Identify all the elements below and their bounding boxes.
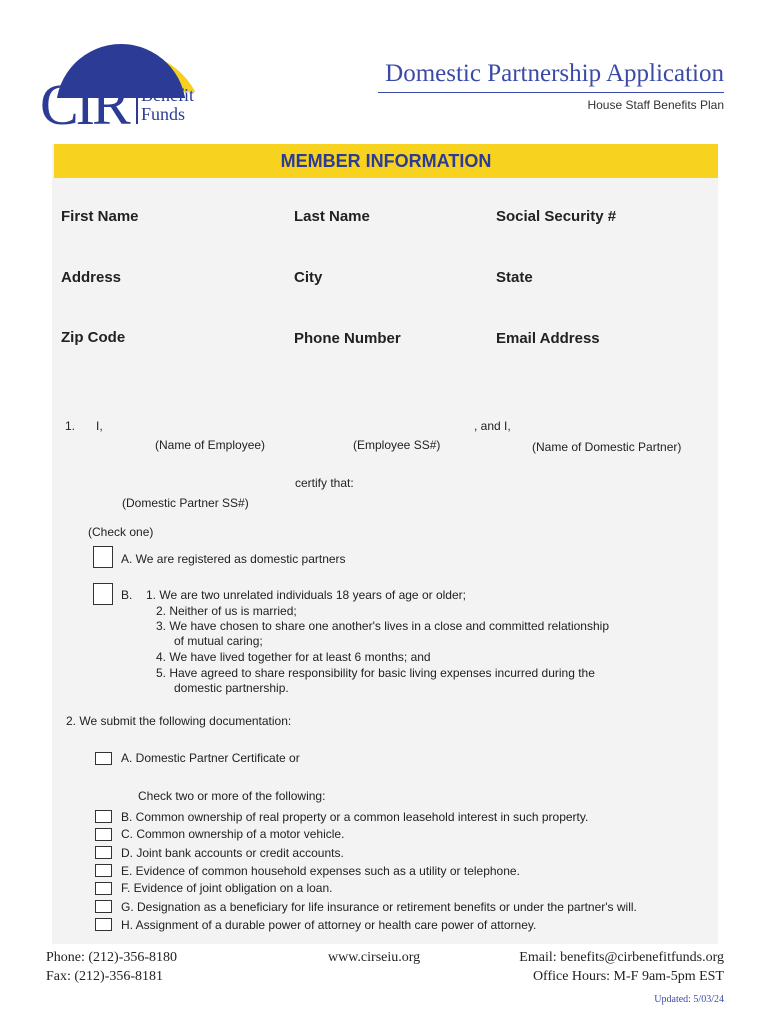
partner-ss-caption[interactable]: (Domestic Partner SS#) [122, 496, 249, 510]
option-b-letter: B. [121, 588, 133, 602]
check-two-label: Check two or more of the following: [138, 789, 326, 803]
option-a-label: A. We are registered as domestic partners [121, 552, 346, 566]
option-b-item-1: 1. We are two unrelated individuals 18 years of age or older; [146, 588, 466, 602]
zip-code-field[interactable]: Zip Code [61, 329, 126, 346]
section-title: MEMBER INFORMATION [280, 151, 492, 171]
certificate-label: A. Domestic Partner Certificate or [121, 751, 300, 765]
option-a-checkbox[interactable] [93, 546, 113, 568]
form-panel [52, 144, 718, 944]
doc-b-checkbox[interactable] [95, 810, 112, 823]
doc-f-label: F. Evidence of joint obligation on a loan. [121, 881, 333, 895]
logo-benefit-funds-text [136, 86, 194, 124]
option-b-item-4: 4. We have lived together for at least 6 months; and [156, 650, 431, 664]
state-field[interactable]: State [496, 269, 533, 286]
doc-g-checkbox[interactable] [95, 900, 112, 913]
email-address-field[interactable]: Email Address [496, 330, 600, 347]
partner-name-caption[interactable]: (Name of Domestic Partner) [532, 440, 682, 454]
cir-benefit-funds-logo [40, 40, 210, 136]
documentation-heading: 2. We submit the following documentation: [66, 714, 292, 728]
page-title: Domestic Partnership Application [385, 60, 724, 87]
doc-e-label: E. Evidence of common household expenses such as a utility or telephone. [121, 864, 520, 878]
doc-b-label: B. Common ownership of real property or a common leasehold interest in such property. [121, 810, 589, 824]
doc-h-label: H. Assignment of a durable power of attorney or health care power of attorney. [121, 918, 537, 932]
option-b-item-5: 5. Have agreed to share responsibility for basic living expenses incurred during the [156, 666, 595, 680]
logo-cir-text: CIR [40, 72, 128, 137]
doc-d-checkbox[interactable] [95, 846, 112, 859]
doc-f-checkbox[interactable] [95, 882, 112, 895]
check-one-label: (Check one) [88, 525, 154, 539]
footer-email-link[interactable]: Email: benefits@cirbenefitfunds.org [519, 950, 724, 965]
footer-phone: Phone: (212)-356-8180 [46, 950, 178, 965]
section-1-number: 1. [65, 419, 76, 433]
doc-g-label: G. Designation as a beneficiary for life insurance or retirement benefits or under the partner's will. [121, 900, 637, 914]
option-b-item-3: 3. We have chosen to share one another's lives in a close and committed relationship [156, 619, 609, 633]
page-subtitle: House Staff Benefits Plan [587, 98, 724, 112]
address-field[interactable]: Address [61, 269, 122, 286]
footer-office-hours: Office Hours: M-F 9am-5pm EST [532, 969, 724, 984]
logo-line2: Funds [141, 104, 186, 124]
first-name-field[interactable]: First Name [61, 208, 139, 225]
cert-i: I, [96, 419, 103, 433]
updated-date: Updated: 5/03/24 [654, 994, 724, 1005]
ssn-field[interactable]: Social Security # [496, 208, 617, 225]
employee-ss-caption[interactable]: (Employee SS#) [353, 438, 441, 452]
option-b-item-3-cont: of mutual caring; [174, 634, 263, 648]
option-b-item-5-cont: domestic partnership. [174, 681, 289, 695]
phone-number-field[interactable]: Phone Number [294, 330, 401, 347]
cert-and-i: , and I, [474, 419, 511, 433]
certify-text: certify that: [295, 476, 354, 490]
doc-c-checkbox[interactable] [95, 828, 112, 841]
last-name-field[interactable]: Last Name [294, 208, 370, 225]
doc-c-label: C. Common ownership of a motor vehicle. [121, 827, 345, 841]
title-underline [378, 92, 724, 93]
footer-fax: Fax: (212)-356-8181 [46, 969, 164, 984]
footer-website-link[interactable]: www.cirseiu.org [328, 950, 421, 965]
employee-name-caption[interactable]: (Name of Employee) [155, 438, 266, 452]
option-b-item-2: 2. Neither of us is married; [156, 604, 297, 618]
certificate-checkbox[interactable] [95, 752, 112, 765]
option-b-checkbox[interactable] [93, 583, 113, 605]
doc-d-label: D. Joint bank accounts or credit accounts. [121, 846, 344, 860]
doc-e-checkbox[interactable] [95, 864, 112, 877]
doc-h-checkbox[interactable] [95, 918, 112, 931]
logo-line1: Benefit [141, 85, 194, 105]
city-field[interactable]: City [294, 269, 323, 286]
